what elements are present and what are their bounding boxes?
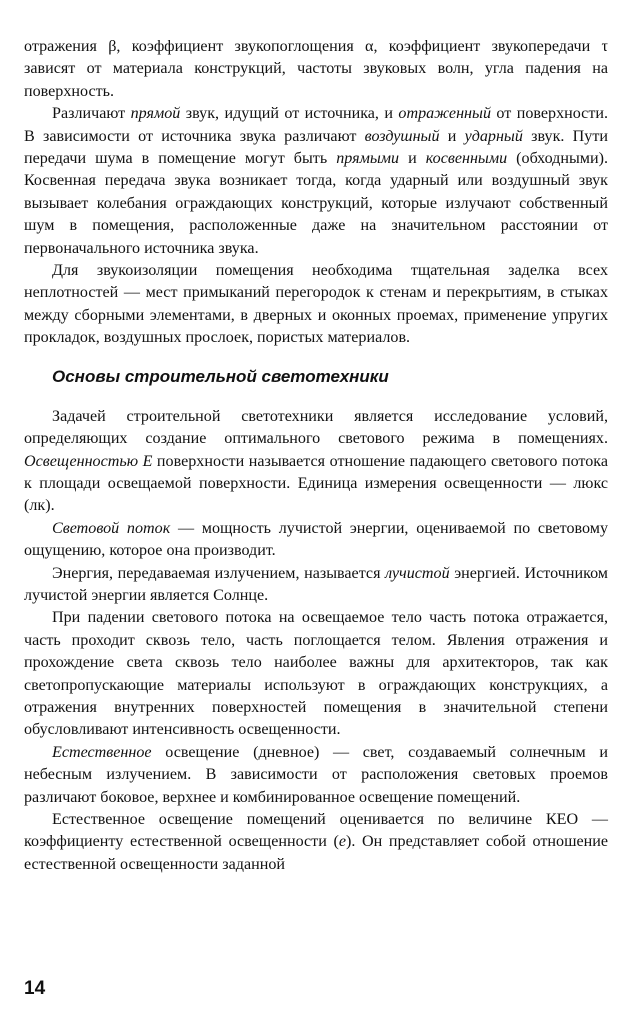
paragraph-lighting-task xyxy=(24,406,608,518)
text-run: — мощность лучистой энергии, оцениваемой по световому ощущению, которое она производит. xyxy=(24,519,609,560)
emphasis-radiant: лучистой xyxy=(385,564,450,582)
paragraph-sound-coefficients: отражения β, коэффициент звукопоглощения α, коэффициент звукопередачи τ зависят от материала конструкций, частоты звуковых волн, угла падения на поверхность. xyxy=(24,38,608,100)
emphasis-impact: ударный xyxy=(464,127,523,145)
text-run: освещение (дневное) — свет, создаваемый солнечным и небесным излучением. В зависимости от расположения световых проемов различают боковое, верхнее и комбинированное освещение помещений. xyxy=(24,743,608,806)
text-run: от поверхности. В зависимости от источника звука различают xyxy=(24,105,608,145)
paragraph-natural-light xyxy=(24,742,608,809)
emphasis-direct: прямой xyxy=(130,105,181,123)
emphasis-illuminance: Освещенностью Е xyxy=(24,452,153,470)
text-run: энергией. Источником лучистой энергии является Солнце. xyxy=(24,564,608,604)
text-run: и xyxy=(399,150,426,168)
text-run: поверхности называется отношение падающего светового потока к площади освещаемой поверхности. Единица измерения освещенности — люкс (лк). xyxy=(24,452,608,515)
page-body xyxy=(24,36,608,876)
emphasis-e-symbol: е xyxy=(338,833,346,851)
emphasis-reflected: отраженный xyxy=(398,105,491,123)
text-run: Различают xyxy=(52,105,131,123)
text-run: ). Он представляет собой отношение естественной освещенности заданной xyxy=(24,833,608,873)
paragraph-sound-insulation: Для звукоизоляции помещения необходима тщательная заделка всех неплотностей — мест примыканий перегородок к стенам и перекрытиям, в стыках между сборными элементами, в дверных и оконных проемах, применение упругих прокладок, воздушных прослоек, пористых материалов. xyxy=(24,262,608,347)
text-run: и xyxy=(439,127,465,145)
text-run: звук. Пути передачи шума в помещение могут быть xyxy=(24,127,608,168)
section-heading: Основы строительной светотехники xyxy=(52,366,389,386)
emphasis-airborne: воздушный xyxy=(364,127,440,145)
paragraph-luminous-flux xyxy=(24,518,608,563)
page-number: 14 xyxy=(24,978,46,999)
text-run: Задачей строительной светотехники является исследование условий, определяющих создание оптимального светового режима в помещениях. xyxy=(24,407,608,448)
emphasis-natural: Естественное xyxy=(52,743,152,761)
text-run: Естественное освещение помещений оценивается по величине КЕО — коэффициенту естественной освещенности ( xyxy=(24,811,608,851)
paragraph-sound-types xyxy=(24,103,608,260)
text-run: звук, идущий от источника, и xyxy=(180,105,399,123)
text-run: Энергия, передаваемая излучением, называется xyxy=(52,564,386,582)
paragraph-daylight-factor xyxy=(24,809,608,876)
paragraph-light-reflection: При падении светового потока на освещаемое тело часть потока отражается, часть проходит сквозь тело, часть поглощается телом. Явления отражения и прохождение света сквозь тело наиболее важны для архитекторов, так как светопропускающие материалы используют в ограждающих конструкциях, а отражения внутренних поверхностей помещения в значительной степени обусловливают интенсивность освещенности. xyxy=(24,609,608,739)
emphasis-luminous-flux: Световой поток xyxy=(52,519,171,537)
emphasis-direct-paths: прямыми xyxy=(336,150,400,168)
paragraph-radiant-energy xyxy=(24,563,608,608)
text-run: (обходными). Косвенная передача звука возникает тогда, когда ударный или воздушный звук вызывает колебания ограждающих конструкций, которые излучают собственный шум в помещения, расположенные даже на значительном расстоянии от первоначального источника звука. xyxy=(24,150,608,257)
emphasis-indirect-paths: косвенными xyxy=(425,150,508,168)
